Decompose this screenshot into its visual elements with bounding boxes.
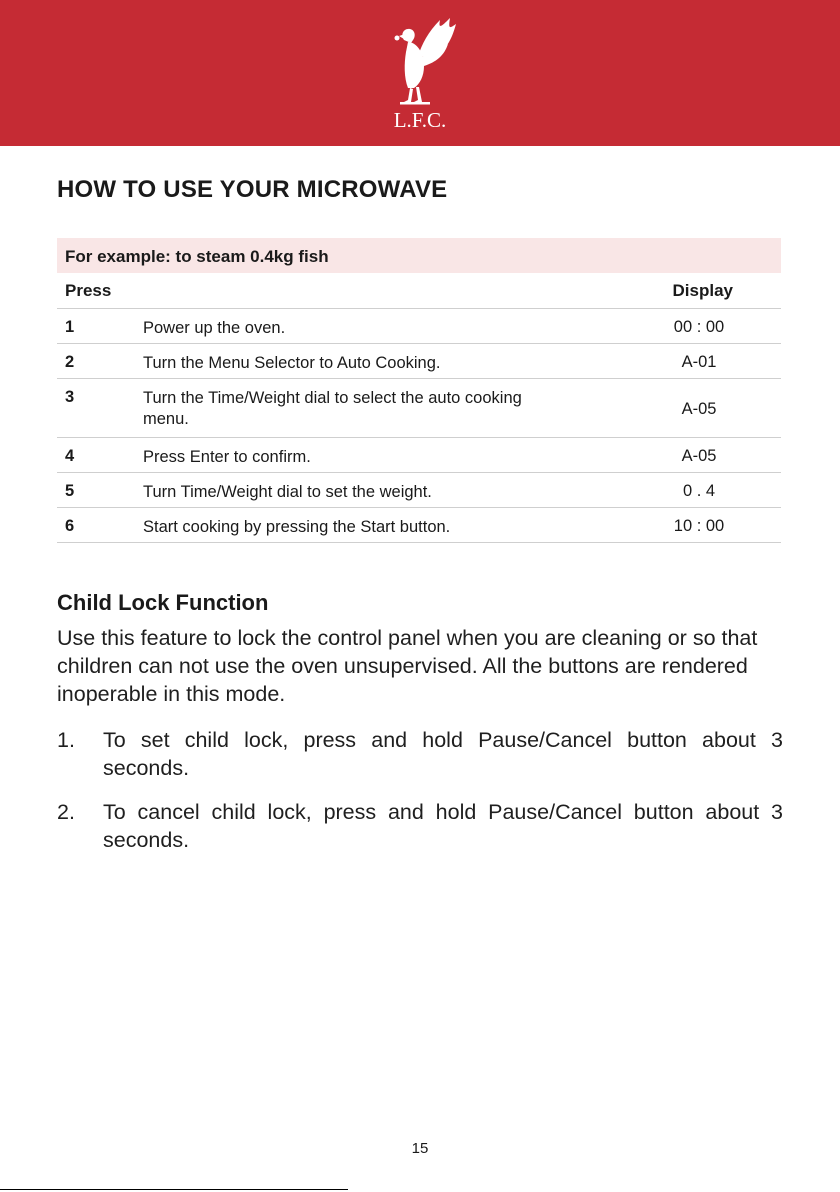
- step-display: 00 : 00: [673, 318, 725, 336]
- step-number: 4: [65, 447, 75, 465]
- list-item: [57, 726, 783, 782]
- table-row: [57, 508, 781, 543]
- table-row: [57, 309, 781, 344]
- child-lock-steps: [57, 726, 783, 854]
- step-number: 6: [65, 517, 75, 535]
- crest-lettering: L.F.C.: [393, 108, 447, 132]
- table-row: [57, 438, 781, 473]
- step-display: A-05: [681, 400, 717, 418]
- step-number: 5: [65, 482, 75, 500]
- table-row: [57, 473, 781, 508]
- step-description: Turn the Menu Selector to Auto Cooking.: [143, 354, 441, 372]
- page-number: 15: [411, 1140, 429, 1157]
- header-banner: [0, 0, 840, 146]
- step-display: 0 . 4: [682, 482, 716, 500]
- column-header-display: Display: [672, 281, 733, 300]
- step-display: A-05: [681, 447, 717, 465]
- step-description: Turn the Time/Weight dial to select the auto cooking menu.: [143, 389, 522, 428]
- list-item-number: 2.: [57, 800, 75, 824]
- step-description: Power up the oven.: [143, 319, 286, 337]
- step-display: 10 : 00: [673, 517, 725, 535]
- footer-divider: [0, 1189, 348, 1190]
- step-number: 1: [65, 318, 75, 336]
- step-display: A-01: [681, 353, 717, 371]
- liver-bird-icon: [378, 12, 462, 112]
- step-description: Press Enter to confirm.: [143, 448, 311, 466]
- page-title: HOW TO USE YOUR MICROWAVE: [57, 176, 448, 203]
- table-header: [57, 273, 781, 309]
- list-item-text: To set child lock, press and hold Pause/Cancel button about 3 seconds.: [103, 728, 783, 780]
- step-description: Start cooking by pressing the Start button.: [143, 518, 451, 536]
- table-row: [57, 379, 781, 438]
- list-item: [57, 798, 783, 854]
- table-row: [57, 344, 781, 379]
- instruction-table: [57, 238, 781, 543]
- lfc-crest: [378, 12, 462, 136]
- step-number: 2: [65, 353, 75, 371]
- step-number: 3: [65, 388, 75, 406]
- example-header: For example: to steam 0.4kg fish: [57, 238, 781, 273]
- list-item-text: To cancel child lock, press and hold Pause/Cancel button about 3 seconds.: [103, 800, 783, 852]
- column-header-press: Press: [65, 281, 112, 300]
- child-lock-title: Child Lock Function: [57, 590, 269, 615]
- list-item-number: 1.: [57, 728, 75, 752]
- step-description: Turn Time/Weight dial to set the weight.: [143, 483, 432, 501]
- child-lock-intro: Use this feature to lock the control panel when you are cleaning or so that children can not use the oven unsupervised. All the buttons are rendered inoperable in this mode.: [57, 626, 758, 706]
